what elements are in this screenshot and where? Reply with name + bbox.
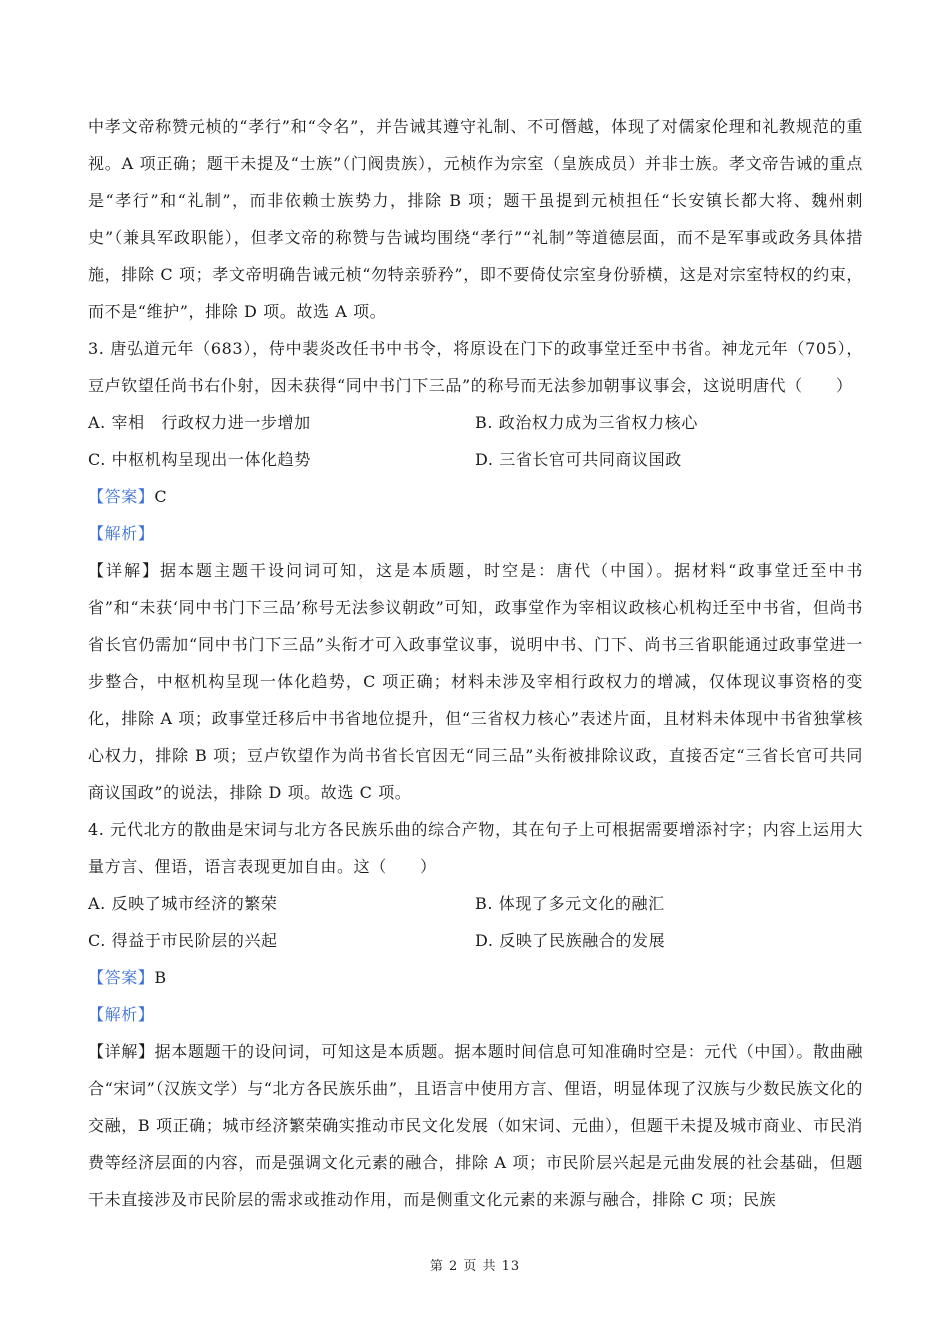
detail-tag: 【详解】 [88,561,161,580]
detail-paragraph [88,552,863,811]
answer-value: C [154,487,168,506]
analysis-tag: 【解析】 [88,524,155,543]
answer-value: B [154,968,167,987]
question-3-options-row-2 [88,441,863,478]
option-c: C. 中枢机构呈现出一体化趋势 [88,450,311,469]
detail-text: 据本题题干的设问词，可知这是本质题。据本题时间信息可知准确时空是：元代（中国）。散曲融合“宋词”（汉族文学）与“北方各民族乐曲”，且语言中使用方言、俚语，明显体现了汉族与少数民族文化的交融，B 项正确；城市经济繁荣确实推动市民文化发展（如宋词、元曲），但题干未提及城市商业、市民消费等经济层面的内容，而是强调文化元素的融合，排除 A 项；市民阶层兴起是元曲发展的社会基础，但题干未直接涉及市民阶层的需求或推动作用，而是侧重文化元素的来源与融合，排除 C 项；民族 [88,1042,863,1209]
q2-analysis-tail: 中孝文帝称赞元桢的“孝行”和“令名”，并告诫其遵守礼制、不可僭越，体现了对儒家伦理和礼教规范的重视。A 项正确；题干未提及“士族”（门阀贵族），元桢作为宗室（皇族成员）并非士族。孝文帝告诫的重点是“孝行”和“礼制”，而非依赖士族势力，排除 B 项；题干虽提到元桢担任“长安镇长都大将、魏州刺史”（兼具军政职能），但孝文帝的称赞与告诫均围绕“孝行”“礼制”等道德层面，而不是军事或政务具体措施，排除 C 项；孝文帝明确告诫元桢“勿特亲骄矜”，即不要倚仗宗室身份骄横，这是对宗室特权的约束，而不是“维护”，排除 D 项。故选 A 项。 [88,117,863,321]
option-b: B. 体现了多元文化的融汇 [475,894,665,913]
answer-line [88,959,863,996]
option-a: A. 反映了城市经济的繁荣 [88,894,278,913]
question-4-stem: 4. 元代北方的散曲是宋词与北方各民族乐曲的综合产物，其在句子上可根据需要增添衬字；内容上运用大量方言、俚语，语言表现更加自由。这（ ） [88,820,863,876]
answer-tag: 【答案】 [88,968,155,987]
page-number-footer: 第 2 页 共 13 [429,1259,521,1274]
question-4-options-row-2 [88,922,863,959]
analysis-tag: 【解析】 [88,1005,155,1024]
option-d: D. 三省长官可共同商议国政 [475,450,682,469]
question-3-stem: 3. 唐弘道元年（683），侍中裴炎改任书中书令，将原设在门下的政事堂迁至中书省。神龙元年（705），豆卢钦望任尚书右仆射，因未获得“同中书门下三品”的称号而无法参加朝事议事会，这说明唐代（ ） [88,339,863,395]
detail-paragraph [88,1033,863,1218]
detail-text: 据本题主题干设问词可知，这是本质题，时空是：唐代（中国）。据材料“政事堂迁至中书省”和“未获‘同中书门下三品’称号无法参议朝政”可知，政事堂作为宰相议政核心机构迁至中书省，但尚书省长官仍需加“同中书门下三品”头衔才可入政事堂议事，说明中书、门下、尚书三省职能通过政事堂进一步整合，中枢机构呈现一体化趋势，C 项正确；材料未涉及宰相行政权力的增减，仅体现议事资格的变化，排除 A 项；政事堂迁移后中书省地位提升，但“三省权力核心”表述片面，且材料未体现中书省独掌核心权力，排除 B 项；豆卢钦望作为尚书省长官因无“同三品”头衔被排除议政，直接否定“三省长官可共同商议国政”的说法，排除 D 项。故选 C 项。 [88,561,863,802]
option-a: A. 宰相 行政权力进一步增加 [88,413,311,432]
question-3 [88,330,863,811]
question-4 [88,811,863,1218]
answer-line [88,478,863,515]
analysis-line [88,515,863,552]
question-3-options-row-1 [88,404,863,441]
option-c: C. 得益于市民阶层的兴起 [88,931,278,950]
analysis-line [88,996,863,1033]
answer-tag: 【答案】 [88,487,155,506]
detail-tag: 【详解】 [88,1042,155,1061]
option-b: B. 政治权力成为三省权力核心 [475,413,698,432]
question-4-options-row-1 [88,885,863,922]
option-d: D. 反映了民族融合的发展 [475,931,666,950]
document-body [88,108,863,1218]
